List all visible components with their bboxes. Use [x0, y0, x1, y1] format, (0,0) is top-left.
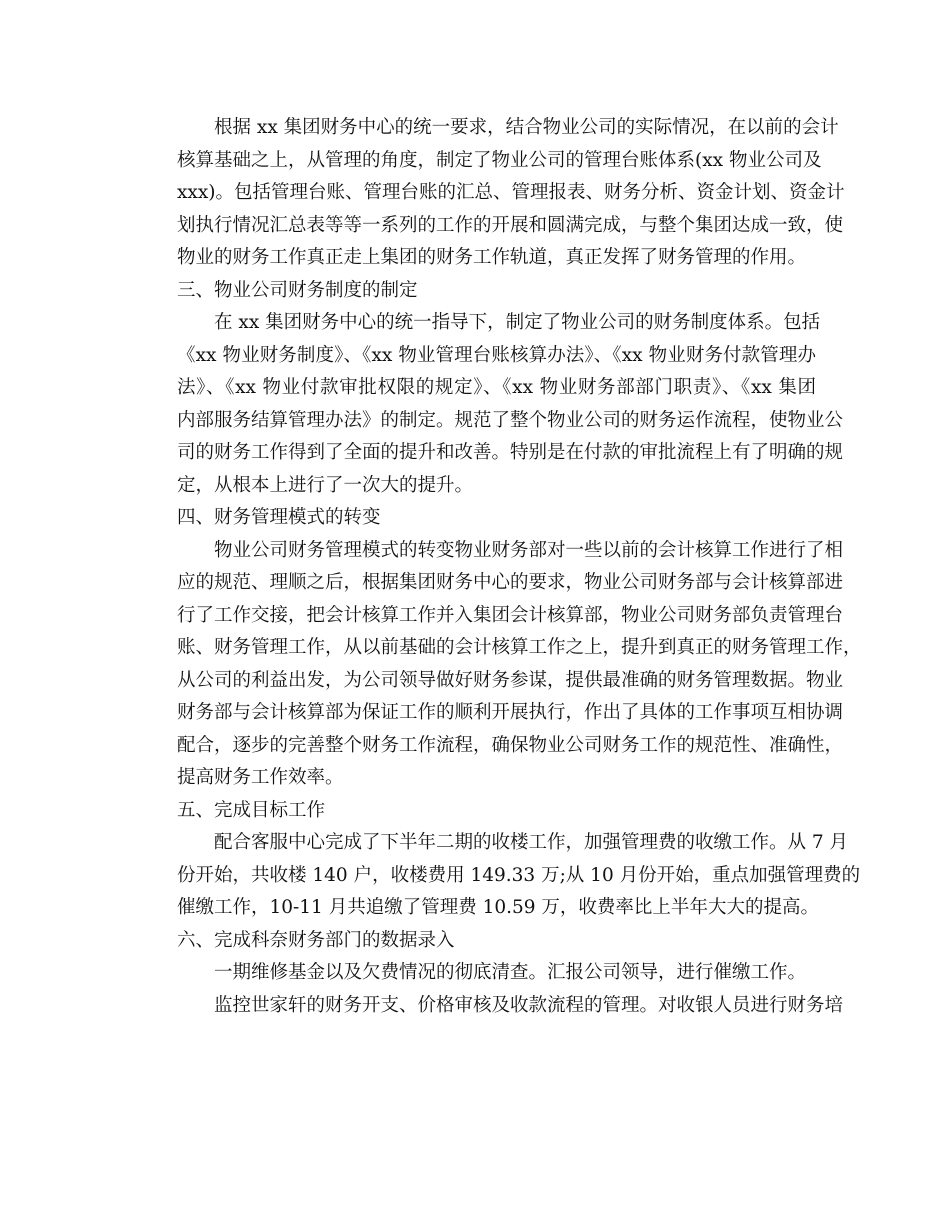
- text-line: 物业公司财务管理模式的转变物业财务部对一些以前的会计核算工作进行了相: [214, 539, 844, 561]
- text-line: 份开始，共收楼 140 户，收楼费用 149.33 万;从 10 月份开始，重点加强管理费的: [177, 864, 861, 886]
- paragraph-maintenance-fund: [140, 957, 816, 990]
- section-heading-5: 五、完成目标工作: [177, 799, 326, 821]
- paragraph-monitoring: [140, 990, 844, 1023]
- text-line: 法》、《xx 物业付款审批权限的规定》、《xx 物业财务部部门职责》、《xx 集团: [177, 377, 816, 398]
- text-line: 提高财务工作效率。: [177, 767, 344, 788]
- text-line: 行了工作交接，把会计核算工作并入集团会计核算部，物业公司财务部负责管理台: [177, 604, 844, 626]
- paragraph-finance-system: [140, 307, 844, 502]
- text-line: 从公司的利益出发，为公司领导做好财务参谋，提供最准确的财务管理数据。物业: [177, 669, 844, 691]
- section-heading-3: 三、物业公司财务制度的制定: [177, 279, 418, 301]
- text-line: 监控世家轩的财务开支、价格审核及收款流程的管理。对收银人员进行财务培: [214, 994, 844, 1016]
- text-line: 财务部与会计核算部为保证工作的顺利开展执行，作出了具体的工作事项互相协调: [177, 702, 844, 723]
- paragraph-management-mode: [140, 535, 862, 795]
- text-line: 催缴工作，10-11 月共追缴了管理费 10.59 万，收费率比上半年大大的提高。: [177, 897, 819, 918]
- text-line: 《xx 物业财务制度》、《xx 物业管理台账核算办法》、《xx 物业财务付款管理办: [177, 344, 816, 366]
- section-heading-6: 六、完成科奈财务部门的数据录入: [177, 929, 455, 951]
- text-line: 配合，逐步的完善整个财务工作流程，确保物业公司财务工作的规范性、准确性，: [177, 734, 844, 756]
- text-line: 一期维修基金以及欠费情况的彻底清查。汇报公司领导，进行催缴工作。: [214, 962, 807, 983]
- text-line: 应的规范、理顺之后，根据集团财务中心的要求，物业公司财务部与会计核算部进: [177, 572, 844, 593]
- paragraph-management-ledger: [140, 112, 845, 275]
- text-line: 核算基础之上，从管理的角度，制定了物业公司的管理台账体系(xx 物业公司及: [177, 149, 822, 171]
- text-line: 在 xx 集团财务中心的统一指导下，制定了物业公司的财务制度体系。包括: [214, 312, 821, 333]
- text-line: 根据 xx 集团财务中心的统一要求，结合物业公司的实际情况，在以前的会计: [214, 117, 839, 138]
- text-line: 物业的财务工作真正走上集团的财务工作轨道，真正发挥了财务管理的作用。: [177, 247, 807, 268]
- text-line: xxx)。包括管理台账、管理台账的汇总、管理报表、财务分析、资金计划、资金计: [177, 182, 845, 203]
- text-line: 账、财务管理工作，从以前基础的会计核算工作之上，提升到真正的财务管理工作，: [177, 637, 862, 658]
- text-line: 划执行情况汇总表等等一系列的工作的开展和圆满完成，与整个集团达成一致，使: [177, 214, 844, 236]
- section-heading-4: 四、财务管理模式的转变: [177, 507, 381, 528]
- text-line: 内部服务结算管理办法》的制定。规范了整个物业公司的财务运作流程，使物业公: [177, 409, 844, 431]
- document-body: [140, 112, 862, 1022]
- paragraph-target-work: [140, 827, 861, 925]
- text-line: 司的财务工作得到了全面的提升和改善。特别是在付款的审批流程上有了明确的规: [177, 442, 844, 463]
- text-line: 配合客服中心完成了下半年二期的收楼工作，加强管理费的收缴工作。从 7 月: [214, 832, 849, 853]
- text-line: 定，从根本上进行了一次大的提升。: [177, 474, 474, 496]
